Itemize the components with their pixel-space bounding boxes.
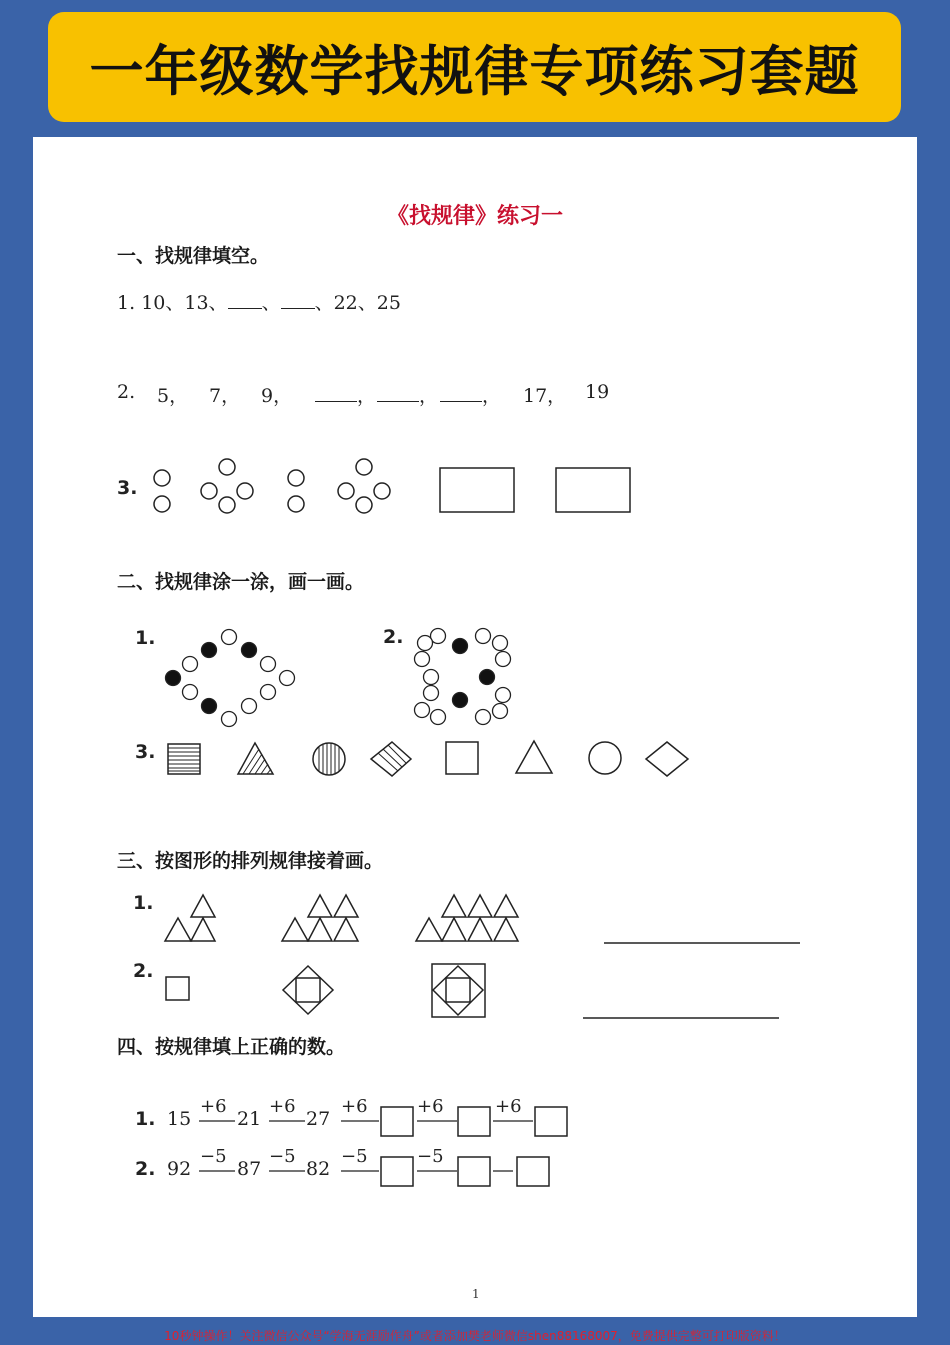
section-4-heading: 四、按规律填上正确的数。 [117, 1036, 346, 1058]
s1-q2-item: 5， [157, 385, 189, 407]
step-label: +6 [495, 1096, 522, 1117]
s1-q1-item: 、 [261, 292, 281, 314]
answer-box[interactable] [517, 1157, 549, 1186]
s3-q2-number: 2. [133, 960, 154, 982]
banner-title: 一年级数学找规律专项练习套题 [89, 39, 860, 103]
s1-q2-blank-3[interactable]: ， [440, 381, 501, 408]
section-2-heading: 二、找规律涂一涂，画一画。 [117, 571, 365, 593]
s1-q1-item: 10、 [141, 292, 185, 314]
subtract-chain-figure [33, 137, 917, 1237]
answer-box[interactable] [381, 1157, 413, 1186]
step-label: +6 [341, 1096, 368, 1117]
step-label: −5 [269, 1146, 296, 1167]
s1-q2-number: 2. [117, 381, 136, 403]
step-label: −5 [417, 1146, 444, 1167]
step-label: −5 [200, 1146, 227, 1167]
s2-q3-number: 3. [135, 741, 156, 763]
worksheet-page [33, 137, 917, 1317]
s4-q2-start: 92 [167, 1158, 192, 1180]
footer-note: 10秒钟操作！关注微信公众号“学海无涯励作舟”或者添加樊老师微信shen88168007，免费提供完整可打印版资料！ [164, 1329, 786, 1343]
s4-q1-value: 21 [237, 1108, 262, 1130]
s1-q2-item: 17， [523, 385, 567, 407]
s4-q1-value: 27 [306, 1108, 331, 1130]
s4-q2-number: 2. [135, 1158, 156, 1180]
s1-q1-number: 1. [117, 292, 136, 314]
answer-box[interactable] [458, 1157, 490, 1186]
s3-q1-number: 1. [133, 892, 154, 914]
s4-q1-number: 1. [135, 1108, 156, 1130]
s1-q2-item: 9， [261, 385, 293, 407]
s1-q3-number: 3. [117, 477, 138, 499]
s2-q2-number: 2. [383, 626, 404, 648]
section-1-heading: 一、找规律填空。 [117, 245, 270, 267]
s1-q2-blank-2[interactable]: ， [377, 381, 438, 408]
s1-q2-item: 19 [585, 381, 610, 403]
s4-q1-start: 15 [167, 1108, 192, 1130]
worksheet-title: 《找规律》练习一 [386, 204, 563, 229]
s2-q1-number: 1. [135, 627, 156, 649]
section-3-heading: 三、按图形的排列规律接着画。 [117, 850, 384, 872]
s1-q1-item: 22、25 [333, 292, 401, 314]
page-number: 1 [472, 1287, 480, 1301]
step-label: +6 [200, 1096, 227, 1117]
s1-q1-item: 13、 [184, 292, 228, 314]
s1-q2-item: 7， [209, 385, 241, 407]
step-label: +6 [269, 1096, 296, 1117]
s4-q2-value: 82 [306, 1158, 331, 1180]
s1-q2-blank-1[interactable]: ， [315, 381, 376, 408]
s4-q2-value: 87 [237, 1158, 262, 1180]
s1-q1-item: 、 [314, 292, 334, 314]
step-label: −5 [341, 1146, 368, 1167]
step-label: +6 [417, 1096, 444, 1117]
title-banner [48, 12, 901, 122]
